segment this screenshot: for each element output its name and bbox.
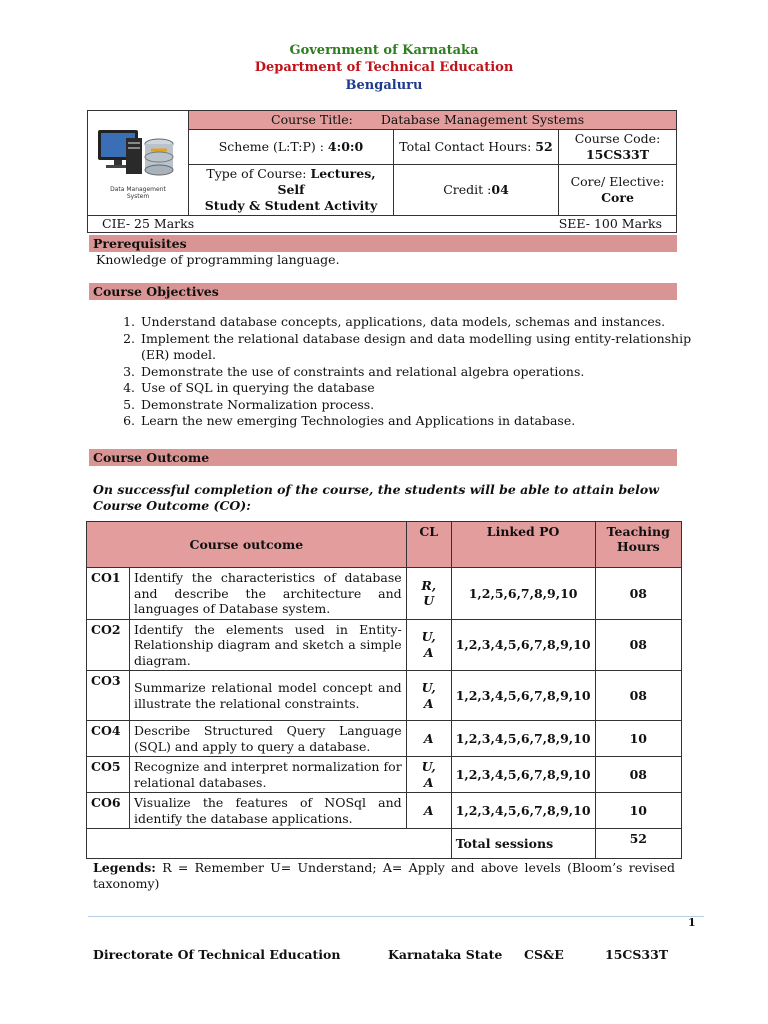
outcome-intro: On successful completion of the course, the students will be able to attain below Course Outcome (CO): [93,482,659,513]
page-number: 1 [688,916,696,929]
course-type-value-2: Study & Student Activity [204,198,378,213]
co-hours: 10 [595,793,681,829]
legend-text: R = Remember U= Understand; A= Apply and above levels (Bloom’s revised taxonomy) [93,860,675,891]
objectives-heading: Course Objectives [89,283,677,300]
objective-item: 6. Learn the new emerging Technologies and Applications in database. [139,413,709,430]
course-title-label: Course Title: [271,112,353,127]
contact-hours-label: Total Contact Hours: [399,139,532,154]
course-code-value: 15CS33T [585,147,650,162]
objective-item: 1. Understand database concepts, applications, data models, schemas and instances. [139,314,709,331]
col-cl: CL [406,522,451,568]
credit-value: 04 [491,182,509,197]
course-title-cell [189,111,677,130]
course-code-cell [559,130,677,165]
table-row [87,671,682,721]
scheme-label: Scheme (L:T:P) : [218,139,324,154]
header-department: Department of Technical Education [254,60,514,75]
contact-hours-cell [394,130,559,165]
co-hours: 10 [595,721,681,757]
objective-item: 5. Demonstrate Normalization process. [139,397,709,414]
marks-row [88,216,677,233]
co-cl: A [423,802,434,818]
table-row [87,568,682,620]
contact-hours-value: 52 [535,139,553,154]
table-row-total [87,829,682,859]
table-row [87,619,682,671]
co-id: CO6 [87,793,130,829]
co-cl: U [423,593,435,609]
objective-item: 2. Implement the relational database design and data modelling using entity-relationship (ER) model. [139,331,709,364]
objective-item: 3. Demonstrate the use of constraints and relational algebra operations. [139,364,709,381]
course-outcome-table [86,521,682,859]
co-linked-po: 1,2,3,4,5,6,7,8,9,10 [451,671,595,721]
co-linked-po: 1,2,3,4,5,6,7,8,9,10 [451,619,595,671]
footer-state: Karnataka State [388,947,503,962]
co-cl: U, [421,759,436,774]
course-code-label: Course Code: [574,131,661,146]
co-id: CO4 [87,721,130,757]
co-linked-po: 1,2,3,4,5,6,7,8,9,10 [451,793,595,829]
scheme-value: 4:0:0 [327,139,364,154]
co-hours: 08 [595,671,681,721]
co-cl: A [423,644,434,660]
co-cl: U, [421,629,436,645]
table-row [87,757,682,793]
footer-directorate: Directorate Of Technical Education [93,947,341,962]
footer-branch: CS&E [524,947,564,962]
elective-value: Core [601,190,634,205]
elective-label: Core/ Elective: [570,174,665,189]
course-type-cell [189,165,394,216]
legend-label: Legends: [93,860,156,875]
course-title-value: Database Management Systems [380,112,585,127]
cie-marks: CIE- 25 Marks [102,216,195,231]
co-linked-po: 1,2,3,4,5,6,7,8,9,10 [451,757,595,793]
co-description: Visualize the features of NOSql and identify the database applications. [130,793,407,829]
scheme-cell [189,130,394,165]
table-row [87,793,682,829]
co-linked-po: 1,2,3,4,5,6,7,8,9,10 [451,721,595,757]
co-description: Describe Structured Query Language (SQL) and apply to query a database. [130,721,407,757]
footer-code: 15CS33T [605,947,669,962]
co-id: CO1 [87,568,130,620]
co-cl: R, [421,577,437,593]
co-description: Recognize and interpret normalization for relational databases. [130,757,407,793]
co-description: Identify the elements used in Entity-Relationship diagram and sketch a simple diagram. [130,619,407,671]
co-linked-po: 1,2,5,6,7,8,9,10 [451,568,595,620]
logo-caption: Data Management System [110,186,166,200]
co-description: Identify the characteristics of database and describe the architecture and languages of Database system. [130,568,407,620]
course-logo-cell [88,111,189,216]
co-hours: 08 [595,619,681,671]
co-cl: A [423,730,434,746]
co-cl: A [423,774,434,790]
co-hours: 08 [595,757,681,793]
elective-cell [559,165,677,216]
co-cl: A [423,695,434,711]
co-id: CO5 [87,757,130,793]
col-course-outcome: Course outcome [87,522,407,568]
table-row [87,721,682,757]
co-id: CO2 [87,619,130,671]
total-sessions-value: 52 [595,829,681,859]
co-cl: U, [421,680,436,695]
course-type-label: Type of Course: [206,166,307,181]
header-city: Bengaluru [345,78,423,93]
see-marks: SEE- 100 Marks [558,216,662,231]
prerequisites-heading: Prerequisites [89,235,677,252]
credit-cell [394,165,559,216]
prerequisites-text: Knowledge of programming language. [96,252,340,267]
total-sessions-label: Total sessions [451,829,595,859]
co-hours: 08 [595,568,681,620]
outcome-heading: Course Outcome [89,449,677,466]
co-description: Summarize relational model concept and illustrate the relational constraints. [130,671,407,721]
footer-divider [88,916,704,917]
credit-label: Credit : [443,182,492,197]
header-government: Government of Karnataka [289,43,479,58]
col-teaching-hours: Teaching Hours [595,522,681,568]
objectives-list [112,314,709,430]
col-linked-po: Linked PO [451,522,595,568]
database-logo-icon [96,128,180,198]
legend [93,860,675,892]
co-id: CO3 [87,671,130,721]
objective-item: 4. Use of SQL in querying the database [139,380,709,397]
course-type-value-1: Lectures, Self [277,166,376,197]
course-info-table [87,110,677,233]
